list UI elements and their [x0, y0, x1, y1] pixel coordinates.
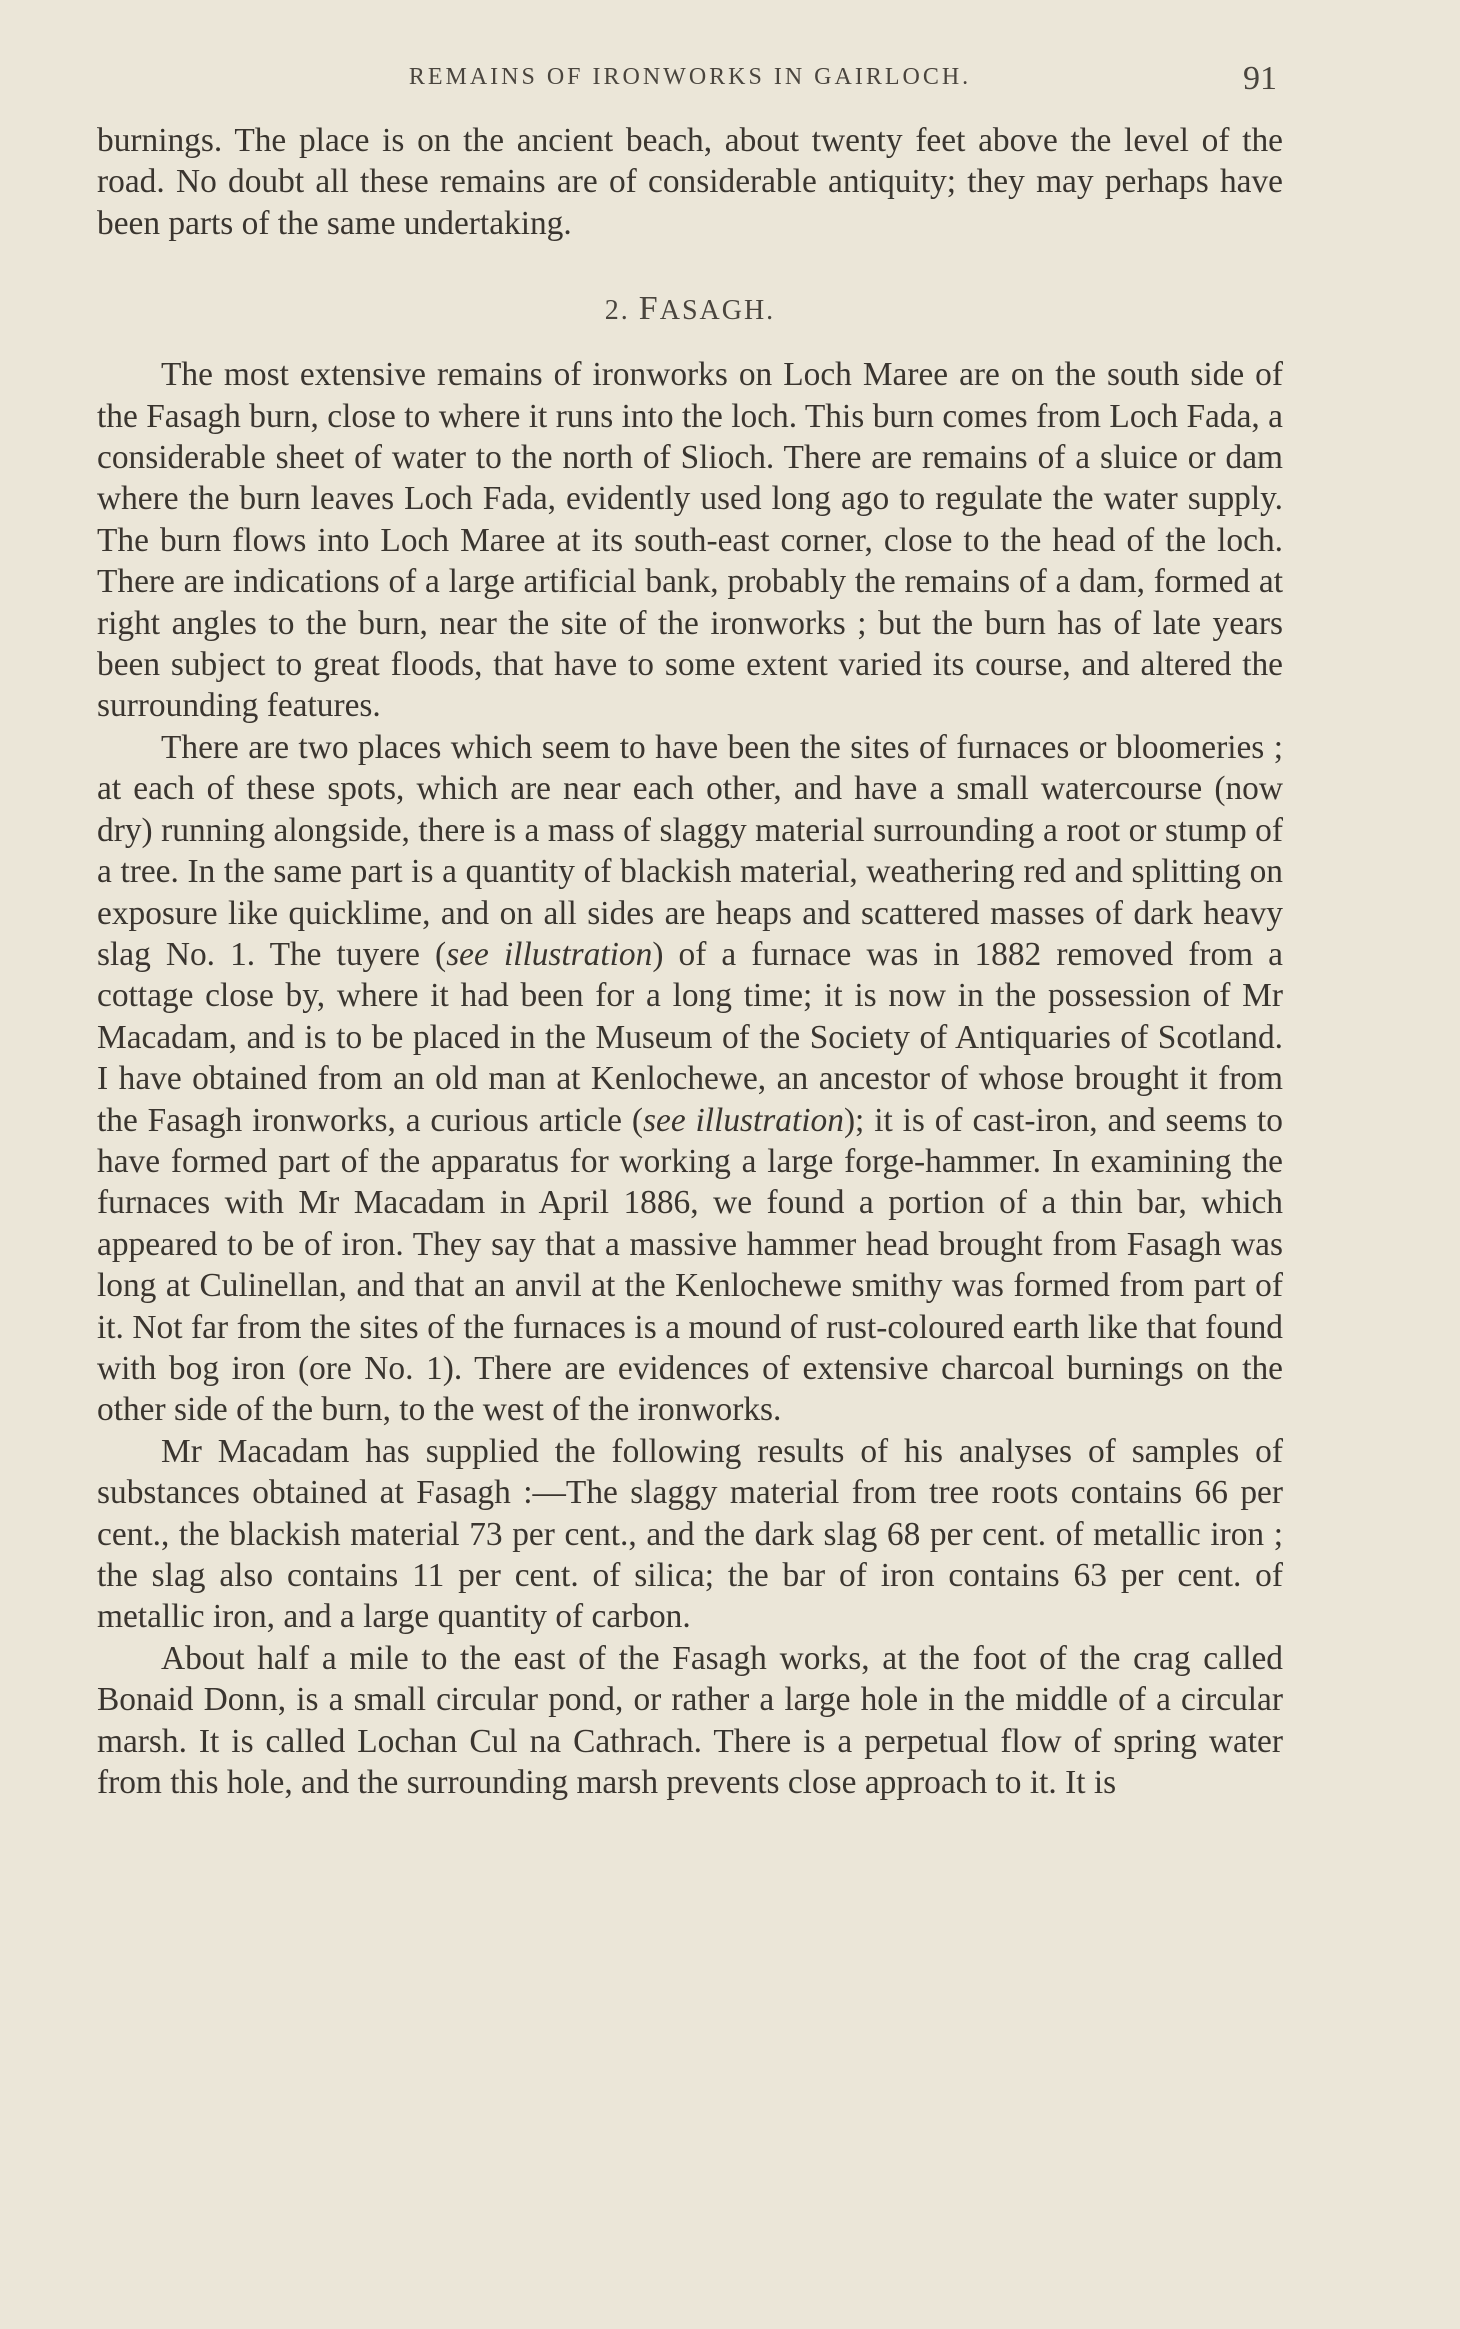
paragraph-2 — [97, 727, 1283, 1431]
intro-paragraph: burnings. The place is on the ancient beach, about twenty feet above the level of the road. No doubt all these remains are of considerable antiquity; they may perhaps have been parts of the same undertaking. — [97, 122, 1283, 242]
section-title-rest: ASAGH. — [659, 295, 776, 327]
running-head — [97, 58, 1283, 110]
illustration-reference-1: see illustration — [446, 935, 653, 973]
paragraph-1: The most extensive remains of ironworks on Loch Maree are on the south side of the Fasagh burn, close to where it runs into the loch. This burn comes from Loch Fada, a considerable sheet of water to the north of Slioch. There are remains of a sluice or dam where the burn leaves Loch Fada, evidently used long ago to regulate the water supply. The burn flows into Loch Maree at its south-east corner, close to the head of the loch. There are indications of a large artificial bank, probably the remains of a dam, formed at right angles to the burn, near the site of the ironworks ; but the burn has of late years been subject to great floods, that have to some extent varied its course, and altered the surrounding features. — [97, 356, 1283, 725]
running-title: REMAINS OF IRONWORKS IN GAIRLOCH. — [408, 64, 972, 90]
page-number: 91 — [1243, 60, 1277, 97]
illustration-reference-2: see illustration — [643, 1101, 844, 1139]
section-number: 2. — [604, 295, 630, 327]
section-initial: F — [638, 290, 660, 328]
paragraph-2-part-a: There are two places which seem to have been the sites of furnaces or bloomeries ; at each of these spots, which are near each other, and have a small watercourse (now dry) running alongside, there is a mass of slaggy material surrounding a root or stump of a tree. In the same part is a quantity of blackish material, weathering red and splitting on exposure like quicklime, and on all sides are heaps and scattered masses of dark heavy slag No. 1. The tuyere ( — [97, 728, 1283, 973]
paragraph-2-part-e: ); it is of cast-iron, and seems to have formed part of the apparatus for working a large forge-hammer. In examining the furnaces with Mr Macadam in April 1886, we found a portion of a thin bar, which appeared to be of iron. They say that a massive hammer head brought from Fasagh was long at Culinellan, and that an anvil at the Kenlochewe smithy was formed from part of it. Not far from the sites of the furnaces is a mound of rust-coloured earth like that found with bog iron (ore No. 1). There are evidences of extensive charcoal burnings on the other side of the burn, to the west of the ironworks. — [97, 1101, 1283, 1429]
section-heading — [97, 290, 1283, 328]
paragraph-3: Mr Macadam has supplied the following results of his analyses of samples of substances obtained at Fasagh :—The slaggy material from tree roots contains 66 per cent., the blackish material 73 per cent., and the dark slag 68 per cent. of metallic iron ; the slag also contains 11 per cent. of silica; the bar of iron contains 63 per cent. of metallic iron, and a large quantity of carbon. — [97, 1432, 1283, 1636]
paragraph-2-part-c: ) of a furnace was in 1882 removed from a cottage close by, where it had been for a long time; it is now in the possession of Mr Macadam, and is to be placed in the Museum of the Society of Antiquaries of Scotland. I have obtained from an old man at Kenlochewe, an ancestor of whose brought it from the Fasagh ironworks, a curious article ( — [97, 935, 1283, 1139]
book-page — [97, 58, 1283, 1803]
paragraph-4: About half a mile to the east of the Fasagh works, at the foot of the crag called Bonaid Donn, is a small circular pond, or rather a large hole in the middle of a circular marsh. It is called Lochan Cul na Cathrach. There is a perpetual flow of spring water from this hole, and the surrounding marsh prevents close approach to it. It is — [97, 1639, 1283, 1802]
